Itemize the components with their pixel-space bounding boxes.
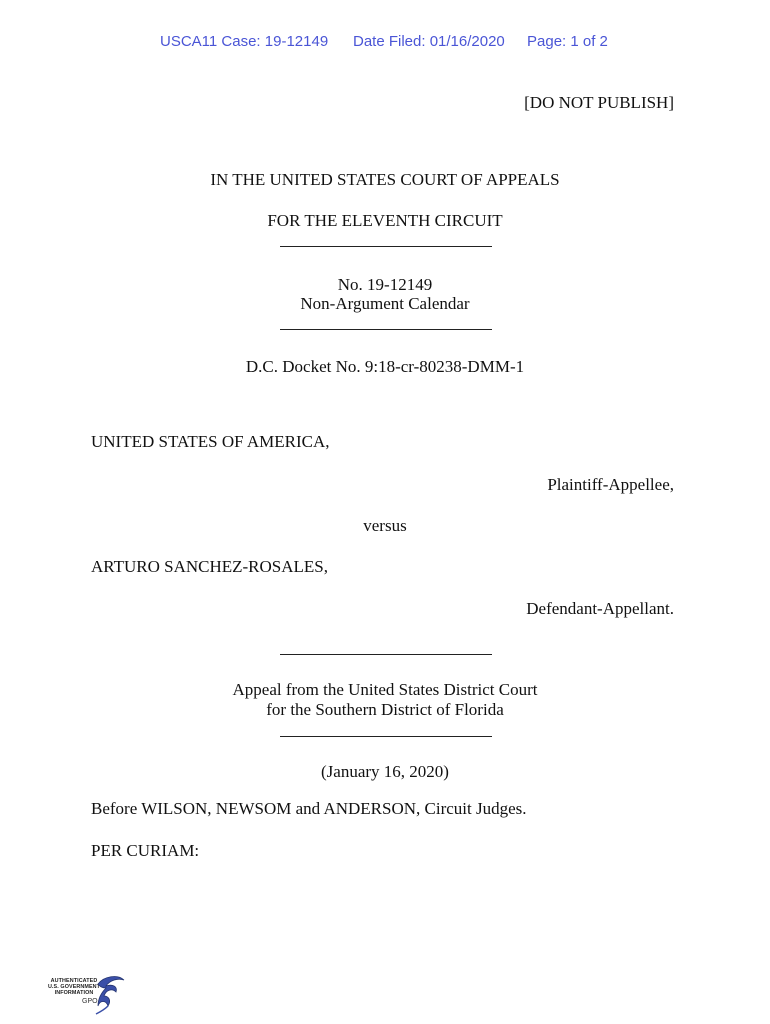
seal-text: AUTHENTICATED U.S. GOVERNMENT INFORMATION (47, 978, 101, 996)
plaintiff-role: Plaintiff-Appellee, (547, 475, 674, 494)
defendant-role: Defendant-Appellant. (526, 599, 674, 618)
defendant-name: ARTURO SANCHEZ-ROSALES, (91, 557, 328, 576)
circuit-name: FOR THE ELEVENTH CIRCUIT (267, 211, 503, 230)
panel-judges: Before WILSON, NEWSOM and ANDERSON, Circuit Judges. (91, 799, 527, 818)
filing-stamp (0, 33, 770, 53)
publish-note: [DO NOT PUBLISH] (524, 93, 674, 112)
case-number: No. 19-12149 (337, 275, 433, 294)
divider (280, 736, 492, 737)
appeal-line-2: for the Southern District of Florida (266, 700, 504, 719)
eagle-icon (94, 974, 128, 1016)
stamp-page: Page: 1 of 2 (527, 33, 608, 50)
stamp-case: USCA11 Case: 19-12149 (160, 33, 329, 50)
divider (280, 329, 492, 330)
per-curiam: PER CURIAM: (91, 841, 200, 860)
court-name: IN THE UNITED STATES COURT OF APPEALS (210, 170, 560, 189)
divider (280, 246, 492, 247)
decision-date: (January 16, 2020) (321, 762, 449, 781)
docket-number: D.C. Docket No. 9:18-cr-80238-DMM-1 (245, 357, 525, 376)
stamp-date-filed: Date Filed: 01/16/2020 (353, 33, 505, 50)
calendar-type: Non-Argument Calendar (300, 294, 470, 313)
seal-gpo: GPO (82, 998, 98, 1005)
versus-label: versus (363, 516, 407, 535)
divider (280, 654, 492, 655)
plaintiff-name: UNITED STATES OF AMERICA, (91, 432, 330, 451)
gpo-authentication-seal (44, 974, 132, 1018)
appeal-line-1: Appeal from the United States District Court (232, 680, 538, 699)
